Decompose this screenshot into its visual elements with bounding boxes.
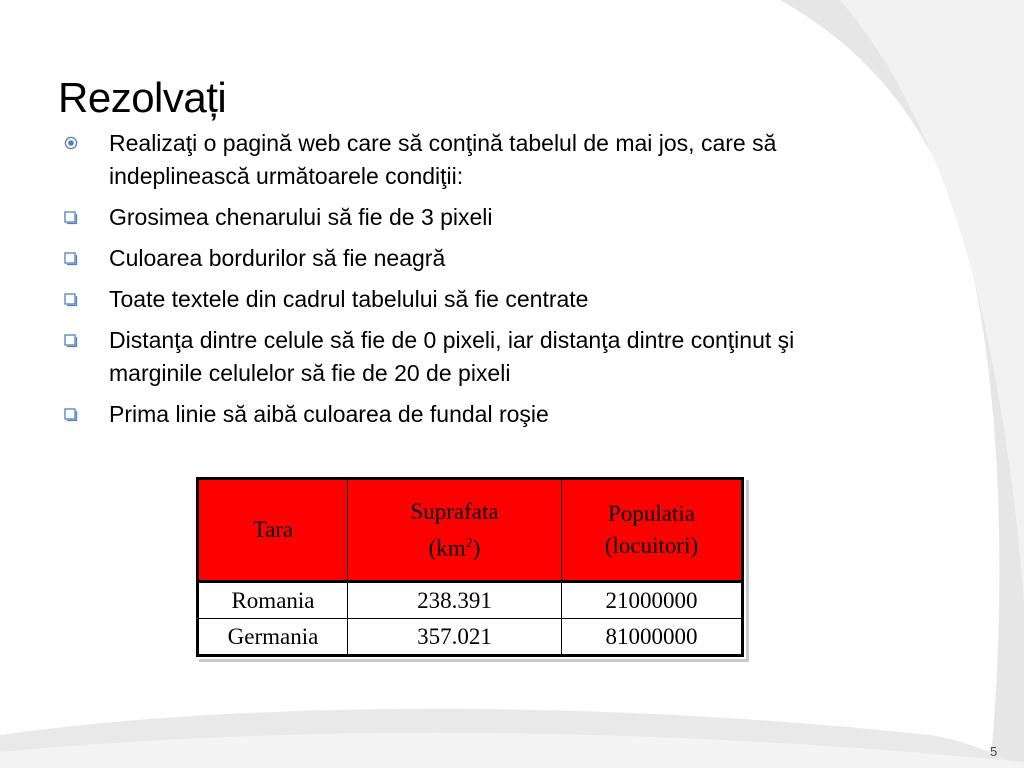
checkbox-icon [64, 211, 78, 225]
header-suprafata-unit-suffix: ) [472, 535, 481, 561]
bullet-item [64, 201, 864, 234]
bullet-item [64, 242, 864, 275]
swoosh-top-right-inner [840, 0, 1024, 600]
header-populatia-unit: (locuitori) [604, 533, 699, 558]
header-suprafata-unit-sup: 2 [465, 535, 473, 551]
data-table [196, 477, 744, 657]
bullet-list [64, 127, 864, 439]
bullet-text: Prima linie să aibă culoarea de fundal roşie [109, 401, 549, 427]
cell-tara: Germania [198, 619, 348, 656]
cell-populatia: 81000000 [562, 619, 743, 656]
slide-title: Rezolvați [58, 74, 227, 121]
cell-populatia: 21000000 [562, 582, 743, 619]
bullet-item [64, 398, 864, 431]
page-number: 5 [990, 744, 998, 759]
header-suprafata-label: Suprafata [410, 498, 499, 524]
bullet-text: Toate textele din cadrul tabelului să fie centrate [109, 286, 589, 312]
bullet-item [64, 324, 864, 390]
bullet-text: Culoarea bordurilor să fie neagră [109, 245, 446, 271]
table-row [198, 619, 743, 656]
header-cell-suprafata [348, 479, 562, 582]
bullet-item [64, 283, 864, 316]
checkbox-icon [64, 293, 78, 307]
bullet-item [64, 127, 864, 193]
cell-tara: Romania [198, 582, 348, 619]
table-header-row [198, 479, 743, 582]
bullet-text: Grosimea chenarului să fie de 3 pixeli [109, 204, 493, 230]
checkbox-icon [64, 334, 78, 348]
bullet-text: Distanţa dintre celule să fie de 0 pixeli, iar distanţa dintre conţinut şi marginile celulelor să fie de 20 de pixeli [109, 327, 795, 386]
circle-dot-icon [64, 136, 78, 150]
header-cell-populatia [562, 479, 743, 582]
header-cell-tara [198, 479, 348, 582]
header-suprafata-unit-prefix: (km [428, 535, 466, 561]
checkbox-icon [64, 252, 78, 266]
cell-suprafata: 357.021 [348, 619, 562, 656]
header-tara-label: Tara [252, 517, 294, 542]
table-row [198, 582, 743, 619]
checkbox-icon [64, 408, 78, 422]
bullet-text: Realizaţi o pagină web care să conţină tabelul de mai jos, care să indeplinească următoarele condiţii: [109, 130, 777, 189]
header-populatia-label: Populatia [608, 501, 695, 526]
cell-suprafata: 238.391 [348, 582, 562, 619]
